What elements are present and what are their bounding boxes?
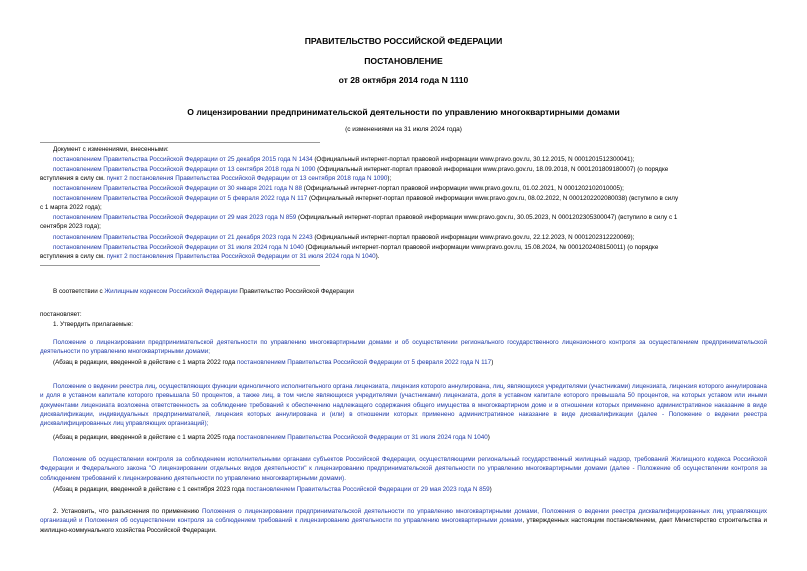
amendment-item: постановлением Правительства Российской Федерации от 29 мая 2023 года N 859 (Официальный интернет-портал правовой информации www.pravo.gov.ru, 30.05.2023, N 0001202305300047) (вступило в силу с 1 bbox=[53, 214, 678, 221]
amendment-item-continuation: вступления в силу см. пункт 2 постановления Правительства Российской Федерации от 31 июля 2024 года N 1040). bbox=[40, 253, 380, 260]
regulation-link[interactable]: Положение о ведении реестра лиц, осуществляющих функции единоличного исполнительного органа лицензиата, лицензия которого аннулирована, лиц, являющихся учредителями (участниками) лицензиата, лицензия которого аннулирована и доля в уставном капитале которого превышала 50 процентов, а также лиц, в том числе являющихся учредителями (участниками) лицензиата, доля в уставном капитале которого превышала 50 процентов, на которых уставом или иными документами лицензиата возложена ответственность за соблюдение требований к обеспечению надлежащего содержания общего имущества в многоквартирном доме и в отношении которых применено административное наказание в виде дисквалификации, индивидуальных предпринимателей, лицензия которых аннулирована и (или) в отношении которых применено административное наказание в виде дисквалификации (далее - Положение о ведении реестра дисквалифицированных лиц управляющих организаций); bbox=[40, 383, 767, 428]
amendment-link[interactable]: постановлением Правительства Российской Федерации от 29 мая 2023 года N 859 bbox=[53, 214, 297, 221]
regulation-link[interactable]: Положение о лицензировании предпринимательской деятельности по управлению многоквартирными домами и об осуществлении регионального государственного лицензионного контроля за осуществлением предпринимательской деятельности по управлению многоквартирными домами; bbox=[40, 339, 767, 356]
amendment-item-continuation: сентября 2023 года); bbox=[40, 223, 101, 230]
edition-note: (Абзац в редакции, введенной в действие с 1 марта 2025 года постановлением Правительства Российской Федерации от 31 июля 2024 года N 1040) bbox=[53, 434, 490, 441]
amendment-link[interactable]: постановлением Правительства Российской Федерации от 30 января 2021 года N 88 bbox=[53, 185, 303, 192]
amendment-link[interactable]: пункт 2 постановления Правительства Российской Федерации от 31 июля 2024 года N 1040 bbox=[106, 253, 376, 260]
document-type-heading: ПОСТАНОВЛЕНИЕ bbox=[364, 56, 443, 66]
edition-note: (Абзац в редакции, введенной в действие с 1 марта 2022 года постановлением Правительства Российской Федерации от 5 февраля 2022 года N 117) bbox=[53, 359, 494, 366]
edition-note-link[interactable]: постановлением Правительства Российской Федерации от 5 февраля 2022 года N 117 bbox=[236, 359, 492, 366]
government-heading: ПРАВИТЕЛЬСТВО РОССИЙСКОЙ ФЕДЕРАЦИИ bbox=[304, 36, 503, 46]
amendment-item-continuation: вступления в силу см. пункт 2 постановления Правительства Российской Федерации от 13 сентября 2018 года N 1090); bbox=[40, 175, 392, 182]
edition-note-link[interactable]: постановлением Правительства Российской Федерации от 31 июля 2024 года N 1040 bbox=[236, 434, 488, 441]
amendment-item: постановлением Правительства Российской Федерации от 31 июля 2024 года N 1040 (Официальный интернет-портал правовой информации www.pravo.gov.ru, 15.08.2024, № 0001202408150011) (о порядке bbox=[53, 244, 659, 251]
amendment-link[interactable]: постановлением Правительства Российской Федерации от 31 июля 2024 года N 1040 bbox=[53, 244, 304, 251]
amendment-link[interactable]: постановлением Правительства Российской Федерации от 25 декабря 2015 года N 1434 bbox=[53, 156, 313, 163]
amendment-date-note: (с изменениями на 31 июля 2024 года) bbox=[345, 126, 462, 133]
amendment-item: постановлением Правительства Российской Федерации от 13 сентября 2018 года N 1090 (Официальный интернет-портал правовой информации www.pravo.gov.ru, 18.09.2018, N 0001201809180007) (о порядке bbox=[53, 166, 669, 173]
bottom-divider bbox=[40, 265, 320, 266]
amendment-link[interactable]: постановлением Правительства Российской Федерации от 21 декабря 2023 года N 2243 bbox=[53, 234, 313, 241]
amendment-item: постановлением Правительства Российской Федерации от 25 декабря 2015 года N 1434 (Официальный интернет-портал правовой информации www.pravo.gov.ru, 30.12.2015, N 0001201512300041); bbox=[53, 156, 635, 163]
amendment-item: постановлением Правительства Российской Федерации от 21 декабря 2023 года N 2243 (Официальный интернет-портал правовой информации www.pravo.gov.ru, 22.12.2023, N 0001202312220069); bbox=[53, 234, 635, 241]
regulation-link[interactable]: Положение об осуществлении контроля за соблюдением исполнительными органами субъектов Российской Федерации, осуществляющими региональный государственный жилищный надзор, требований Жилищного кодекса Российской Федерации и Федерального закона "О лицензировании отдельных видов деятельности" к лицензированию предпринимательской деятельности по управлению многоквартирными домами (далее - Положение об осуществлении контроля за соблюдением требований к лицензированию деятельности по управлению многоквартирными домами). bbox=[40, 456, 767, 482]
top-divider bbox=[40, 142, 320, 143]
amendment-link[interactable]: постановлением Правительства Российской Федерации от 5 февраля 2022 года N 117 bbox=[53, 195, 308, 202]
amendment-link[interactable]: постановлением Правительства Российской Федерации от 13 сентября 2018 года N 1090 bbox=[53, 166, 316, 173]
housing-code-link[interactable]: Жилищным кодексом Российской Федерации bbox=[104, 288, 238, 295]
decrees-word: постановляет: bbox=[40, 311, 82, 318]
document-title: О лицензировании предпринимательской деятельности по управлению многоквартирными домами bbox=[187, 107, 620, 117]
document-date-number: от 28 октября 2014 года N 1110 bbox=[338, 75, 469, 85]
preamble: В соответствии с Жилищным кодексом Российской Федерации Правительство Российской Федерации bbox=[53, 288, 354, 295]
amendment-link[interactable]: пункт 2 постановления Правительства Российской Федерации от 13 сентября 2018 года N 1090 bbox=[106, 175, 388, 182]
amendments-intro: Документ с изменениями, внесенными: bbox=[53, 146, 169, 153]
item-2: 2. Установить, что разъяснения по применению Положения о лицензировании предпринимательской деятельности по управлению многоквартирными домами, Положения о ведении реестра дисквалифицированных лиц управляющих организаций и Положения об осуществлении контроля за соблюдением требований к лицензированию деятельности по управлению многоквартирными домами, утвержденных настоящим постановлением, дает Министерство строительства и жилищно-коммунального хозяйства Российской Федерации. bbox=[40, 508, 768, 534]
amendment-item-continuation: с 1 марта 2022 года); bbox=[40, 204, 102, 211]
amendment-item: постановлением Правительства Российской Федерации от 30 января 2021 года N 88 (Официальный интернет-портал правовой информации www.pravo.gov.ru, 01.02.2021, N 0001202102010005); bbox=[53, 185, 624, 192]
amendment-item: постановлением Правительства Российской Федерации от 5 февраля 2022 года N 117 (Официальный интернет-портал правовой информации www.pravo.gov.ru, 08.02.2022, N 0001202202080038) (вступило в силу bbox=[53, 195, 679, 202]
regulations-link[interactable]: Положения о лицензировании предпринимательской деятельности по управлению многоквартирными домами, Положения о ведении реестра дисквалифицированных лиц управляющих организаций и Положения об осуществлении контроля за соблюдением требований к лицензированию деятельности по управлению многоквартирными домами bbox=[40, 508, 767, 525]
edition-note-link[interactable]: постановлением Правительства Российской Федерации от 29 мая 2023 года N 859 bbox=[246, 486, 490, 493]
item-1: 1. Утвердить прилагаемые: bbox=[53, 321, 133, 328]
edition-note: (Абзац в редакции, введенной в действие с 1 сентября 2023 года постановлением Правительства Российской Федерации от 29 мая 2023 года N 859) bbox=[53, 486, 492, 493]
